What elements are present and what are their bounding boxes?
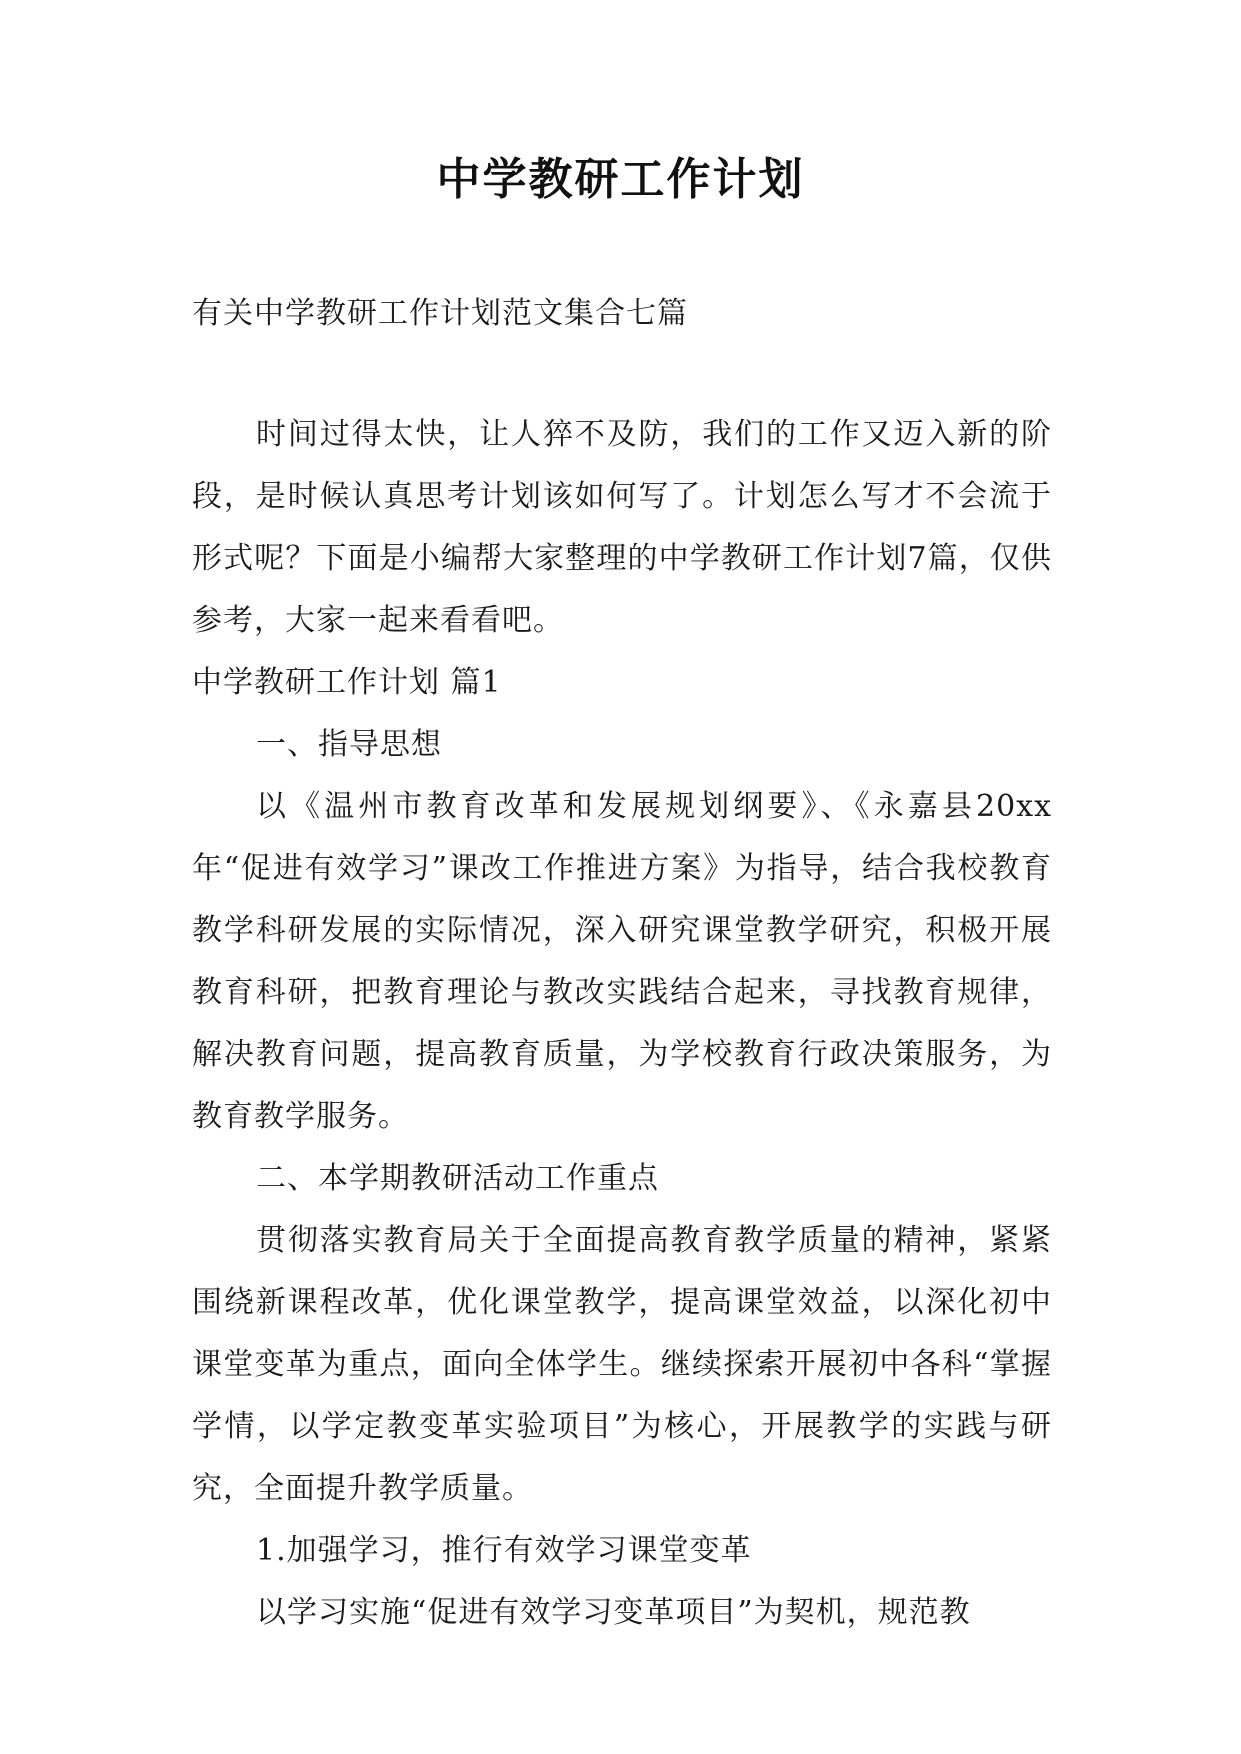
heading-semester-focus: 二、本学期教研活动工作重点 (256, 1161, 659, 1196)
document-title: 中学教研工作计划 (436, 154, 805, 205)
intro-paragraph: 时间过得太快，让人猝不及防，我们的工作又迈入新的阶段，是时候认真思考计划该如何写了。计划怎么写才不会流于形式呢？下面是小编帮大家整理的中学教研工作计划7篇，仅供参考，大家一起来看看吧。 (192, 417, 1052, 638)
paragraph-semester-focus: 贯彻落实教育局关于全面提高教育教学质量的精神，紧紧围绕新课程改革，优化课堂教学，提高课堂效益，以深化初中课堂变革为重点，面向全体学生。继续探索开展初中各科“掌握学情，以学定教变革实验项目”为核心，开展教学的实践与研究，全面提升教学质量。 (192, 1223, 1052, 1506)
document-subtitle: 有关中学教研工作计划范文集合七篇 (192, 296, 688, 331)
paragraph-item-1: 以学习实施“促进有效学习变革项目”为契机，规范教 (256, 1595, 971, 1630)
document-body (192, 404, 1052, 1644)
heading-guiding-thought: 一、指导思想 (256, 727, 442, 762)
heading-item-1: 1.加强学习，推行有效学习课堂变革 (256, 1533, 752, 1568)
section-heading-part-1: 中学教研工作计划 篇1 (192, 665, 502, 700)
paragraph-guiding-thought: 以《温州市教育改革和发展规划纲要》、《永嘉县20xx年“促进有效学习”课改工作推进方案》为指导，结合我校教育教学科研发展的实际情况，深入研究课堂教学研究，积极开展教育科研，把教育理论与教改实践结合起来，寻找教育规律，解决教育问题，提高教育质量，为学校教育行政决策服务，为教育教学服务。 (192, 789, 1052, 1134)
